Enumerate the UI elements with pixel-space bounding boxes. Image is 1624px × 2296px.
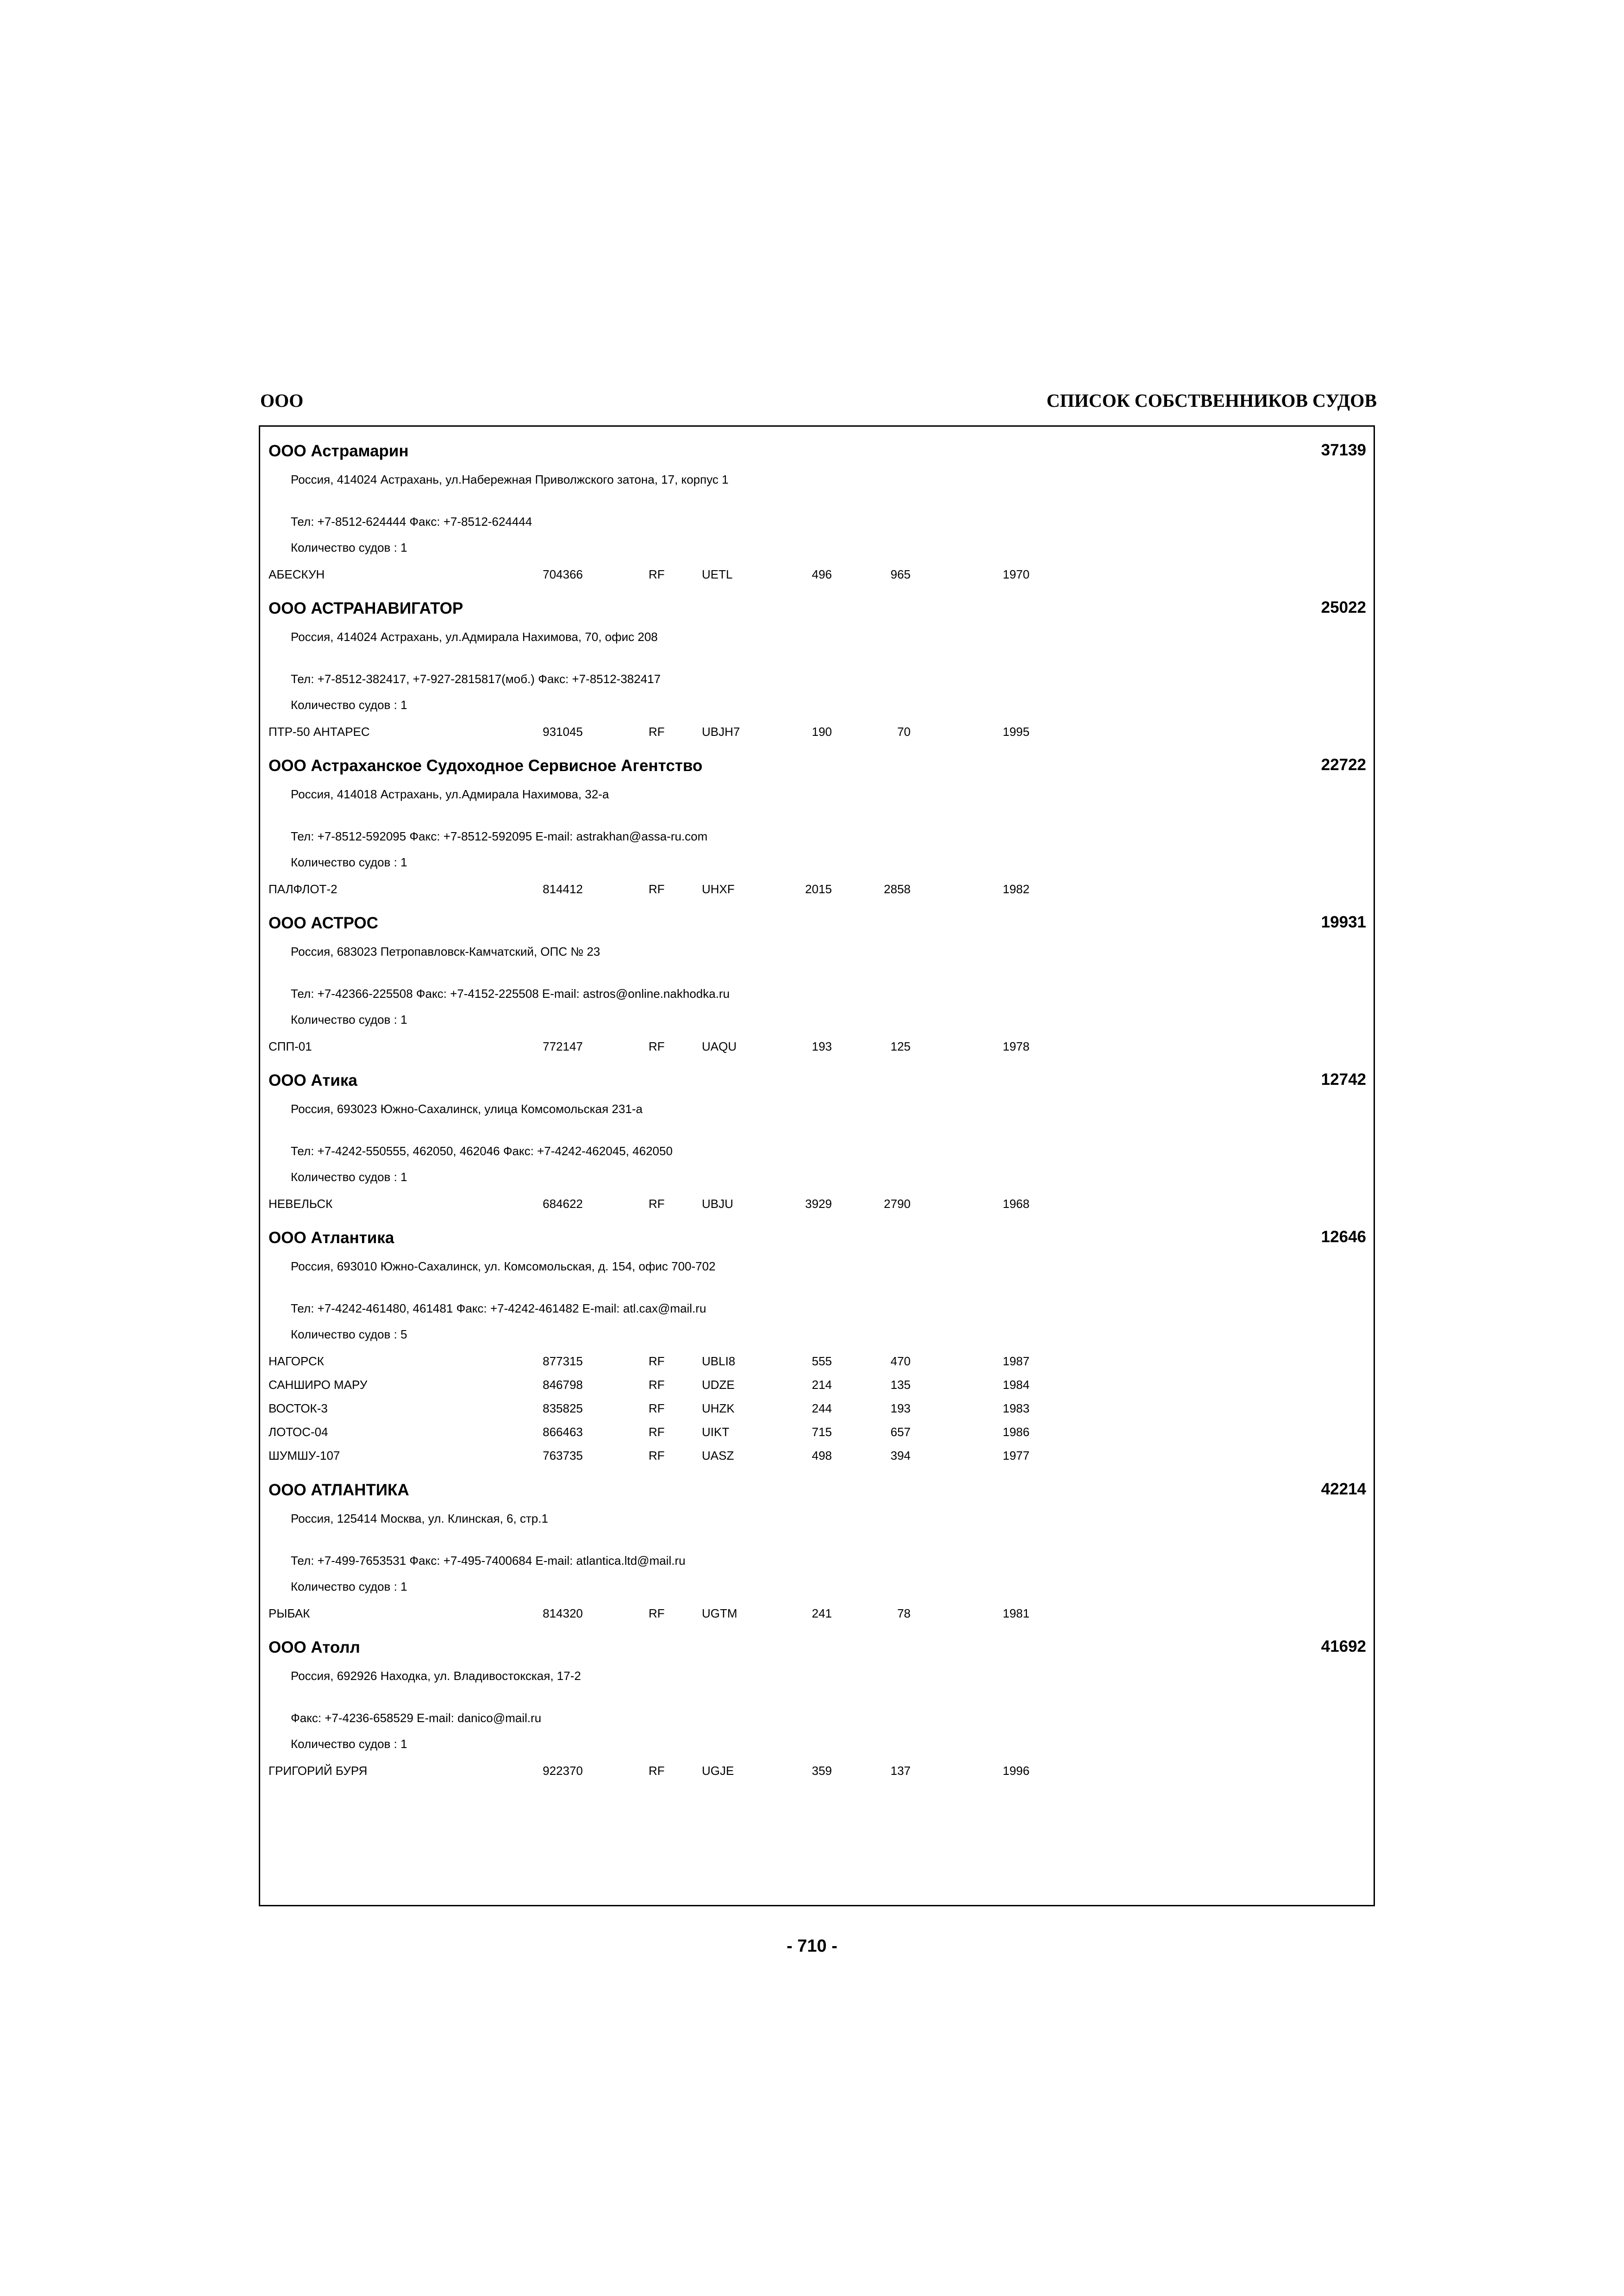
vessel-row (260, 1425, 1374, 1448)
vessel-flag: RF (649, 1197, 665, 1211)
vessel-flag: RF (649, 882, 665, 896)
company-id: 12646 (1321, 1228, 1366, 1246)
company-contacts: Факс: +7-4236-658529 E-mail: danico@mail.ru (291, 1711, 542, 1725)
vessel-deadweight: 70 (897, 725, 911, 739)
vessel-name: ШУМШУ-107 (269, 1449, 340, 1462)
vessel-deadweight: 135 (890, 1378, 911, 1392)
company-contacts: Тел: +7-4242-461480, 461481 Факс: +7-4242-461482 E-mail: atl.cax@mail.ru (291, 1301, 706, 1315)
vessel-callsign: UIKT (702, 1425, 730, 1439)
vessel-number: 684622 (543, 1197, 583, 1211)
vessel-name: ЛОТОС-04 (269, 1425, 328, 1439)
vessel-count: Количество судов : 1 (291, 855, 407, 869)
vessel-name: РЫБАК (269, 1606, 310, 1620)
vessel-flag: RF (649, 567, 665, 581)
page-number: - 710 - (787, 1936, 837, 1956)
company-id: 42214 (1321, 1480, 1366, 1498)
running-header-left: ООО (260, 390, 304, 411)
vessel-flag: RF (649, 1039, 665, 1053)
company-contacts: Тел: +7-8512-592095 Факс: +7-8512-592095 E-mail: astrakhan@assa-ru.com (291, 829, 708, 843)
vessel-year: 1978 (1003, 1039, 1030, 1053)
company-id: 22722 (1321, 756, 1366, 774)
vessel-year: 1983 (1003, 1401, 1030, 1415)
vessel-gross-tonnage: 241 (812, 1606, 832, 1620)
vessel-year: 1968 (1003, 1197, 1030, 1211)
company-entry (260, 1056, 1374, 1213)
company-id: 25022 (1321, 598, 1366, 616)
company-address: Россия, 683023 Петропавловск-Камчатский, ОПС № 23 (291, 945, 600, 958)
vessel-count: Количество судов : 1 (291, 1170, 407, 1184)
vessel-gross-tonnage: 3929 (805, 1197, 832, 1211)
company-id: 41692 (1321, 1637, 1366, 1655)
company-name: ООО Атлантика (269, 1229, 394, 1247)
vessel-callsign: UHZK (702, 1401, 735, 1415)
vessel-number: 814320 (543, 1606, 583, 1620)
vessel-callsign: UGJE (702, 1764, 734, 1778)
vessel-year: 1987 (1003, 1354, 1030, 1368)
vessel-callsign: UDZE (702, 1378, 735, 1392)
vessel-name: ГРИГОРИЙ БУРЯ (269, 1764, 368, 1778)
vessel-number: 866463 (543, 1425, 583, 1439)
company-contacts: Тел: +7-8512-624444 Факс: +7-8512-624444 (291, 515, 532, 529)
company-entry (260, 1466, 1374, 1623)
vessel-gross-tonnage: 498 (812, 1449, 832, 1462)
vessel-flag: RF (649, 1425, 665, 1439)
vessel-row (260, 1354, 1374, 1377)
vessel-deadweight: 657 (890, 1425, 911, 1439)
vessel-year: 1986 (1003, 1425, 1030, 1439)
vessel-number: 835825 (543, 1401, 583, 1415)
company-contacts: Тел: +7-8512-382417, +7-927-2815817(моб.) Факс: +7-8512-382417 (291, 672, 661, 686)
vessel-flag: RF (649, 1401, 665, 1415)
vessel-count: Количество судов : 5 (291, 1327, 407, 1341)
vessel-count: Количество судов : 1 (291, 698, 407, 712)
vessel-number: 922370 (543, 1764, 583, 1778)
vessel-flag: RF (649, 1764, 665, 1778)
vessel-name: НАГОРСК (269, 1354, 324, 1368)
vessel-name: ПТР-50 АНТАРЕС (269, 725, 370, 739)
vessel-flag: RF (649, 1606, 665, 1620)
company-name: ООО АСТРОС (269, 914, 378, 932)
vessel-count: Количество судов : 1 (291, 1737, 407, 1751)
company-address: Россия, 414024 Астрахань, ул.Набережная Приволжского затона, 17, корпус 1 (291, 473, 729, 486)
vessel-list (260, 1354, 1374, 1472)
company-address: Россия, 693023 Южно-Сахалинск, улица Комсомольская 231-а (291, 1102, 643, 1116)
vessel-year: 1977 (1003, 1449, 1030, 1462)
vessel-callsign: UAQU (702, 1039, 737, 1053)
vessel-flag: RF (649, 1378, 665, 1392)
vessel-name: ПАЛФЛОТ-2 (269, 882, 337, 896)
vessel-gross-tonnage: 190 (812, 725, 832, 739)
company-contacts: Тел: +7-42366-225508 Факс: +7-4152-225508 E-mail: astros@online.nakhodka.ru (291, 987, 730, 1001)
running-header-title: СПИСОК СОБСТВЕННИКОВ СУДОВ (1046, 390, 1377, 411)
vessel-name: САНШИРО МАРУ (269, 1378, 368, 1392)
vessel-deadweight: 125 (890, 1039, 911, 1053)
vessel-callsign: UBJU (702, 1197, 733, 1211)
company-name: ООО АТЛАНТИКА (269, 1481, 409, 1499)
vessel-flag: RF (649, 1449, 665, 1462)
vessel-year: 1995 (1003, 725, 1030, 739)
vessel-flag: RF (649, 725, 665, 739)
company-address: Россия, 692926 Находка, ул. Владивостокская, 17-2 (291, 1669, 581, 1683)
vessel-deadweight: 2858 (884, 882, 911, 896)
vessel-number: 931045 (543, 725, 583, 739)
vessel-deadweight: 394 (890, 1449, 911, 1462)
vessel-list (260, 1763, 1374, 1787)
vessel-callsign: UGTM (702, 1606, 737, 1620)
company-contacts: Тел: +7-4242-550555, 462050, 462046 Факс: +7-4242-462045, 462050 (291, 1144, 673, 1158)
vessel-year: 1982 (1003, 882, 1030, 896)
vessel-gross-tonnage: 496 (812, 567, 832, 581)
vessel-year: 1970 (1003, 567, 1030, 581)
vessel-row (260, 1377, 1374, 1401)
vessel-number: 704366 (543, 567, 583, 581)
company-id: 12742 (1321, 1070, 1366, 1089)
vessel-year: 1996 (1003, 1764, 1030, 1778)
vessel-deadweight: 137 (890, 1764, 911, 1778)
vessel-name: АБЕСКУН (269, 567, 325, 581)
vessel-gross-tonnage: 214 (812, 1378, 832, 1392)
company-entry (260, 584, 1374, 741)
company-entry (260, 1623, 1374, 1780)
vessel-name: ВОСТОК-3 (269, 1401, 328, 1415)
vessel-deadweight: 78 (897, 1606, 911, 1620)
vessel-callsign: UHXF (702, 882, 735, 896)
vessel-name: НЕВЕЛЬСК (269, 1197, 333, 1211)
vessel-year: 1984 (1003, 1378, 1030, 1392)
vessel-callsign: UBJH7 (702, 725, 740, 739)
vessel-gross-tonnage: 244 (812, 1401, 832, 1415)
vessel-callsign: UBLI8 (702, 1354, 736, 1368)
vessel-deadweight: 470 (890, 1354, 911, 1368)
vessel-callsign: UASZ (702, 1449, 734, 1462)
vessel-row (260, 1763, 1374, 1787)
vessel-count: Количество судов : 1 (291, 1013, 407, 1027)
company-entry (260, 899, 1374, 1056)
vessel-deadweight: 965 (890, 567, 911, 581)
company-address: Россия, 125414 Москва, ул. Клинская, 6, стр.1 (291, 1512, 549, 1525)
vessel-deadweight: 2790 (884, 1197, 911, 1211)
vessel-number: 772147 (543, 1039, 583, 1053)
vessel-flag: RF (649, 1354, 665, 1368)
vessel-gross-tonnage: 555 (812, 1354, 832, 1368)
vessel-gross-tonnage: 2015 (805, 882, 832, 896)
company-id: 37139 (1321, 441, 1366, 459)
vessel-number: 763735 (543, 1449, 583, 1462)
vessel-deadweight: 193 (890, 1401, 911, 1415)
company-name: ООО АСТРАНАВИГАТОР (269, 599, 463, 617)
company-entry (260, 741, 1374, 899)
vessel-gross-tonnage: 359 (812, 1764, 832, 1778)
company-name: ООО Астрамарин (269, 442, 409, 460)
company-entry (260, 1213, 1374, 1466)
vessel-count: Количество судов : 1 (291, 541, 407, 554)
company-name: ООО Атика (269, 1071, 357, 1089)
company-id: 19931 (1321, 913, 1366, 931)
vessel-gross-tonnage: 715 (812, 1425, 832, 1439)
company-address: Россия, 693010 Южно-Сахалинск, ул. Комсомольская, д. 154, офис 700-702 (291, 1259, 716, 1273)
vessel-year: 1981 (1003, 1606, 1030, 1620)
vessel-number: 877315 (543, 1354, 583, 1368)
company-contacts: Тел: +7-499-7653531 Факс: +7-495-7400684 E-mail: atlantica.ltd@mail.ru (291, 1554, 686, 1568)
company-address: Россия, 414024 Астрахань, ул.Адмирала Нахимова, 70, офис 208 (291, 630, 658, 644)
vessel-count: Количество судов : 1 (291, 1580, 407, 1593)
vessel-gross-tonnage: 193 (812, 1039, 832, 1053)
company-address: Россия, 414018 Астрахань, ул.Адмирала Нахимова, 32-а (291, 787, 609, 801)
vessel-number: 814412 (543, 882, 583, 896)
company-entry (260, 427, 1374, 584)
vessel-name: СПП-01 (269, 1039, 312, 1053)
vessel-row (260, 1401, 1374, 1425)
vessel-number: 846798 (543, 1378, 583, 1392)
owners-listing-frame (259, 425, 1375, 1906)
company-name: ООО Астраханское Судоходное Сервисное Агентство (269, 757, 703, 775)
company-name: ООО Атолл (269, 1638, 360, 1656)
vessel-callsign: UETL (702, 567, 733, 581)
